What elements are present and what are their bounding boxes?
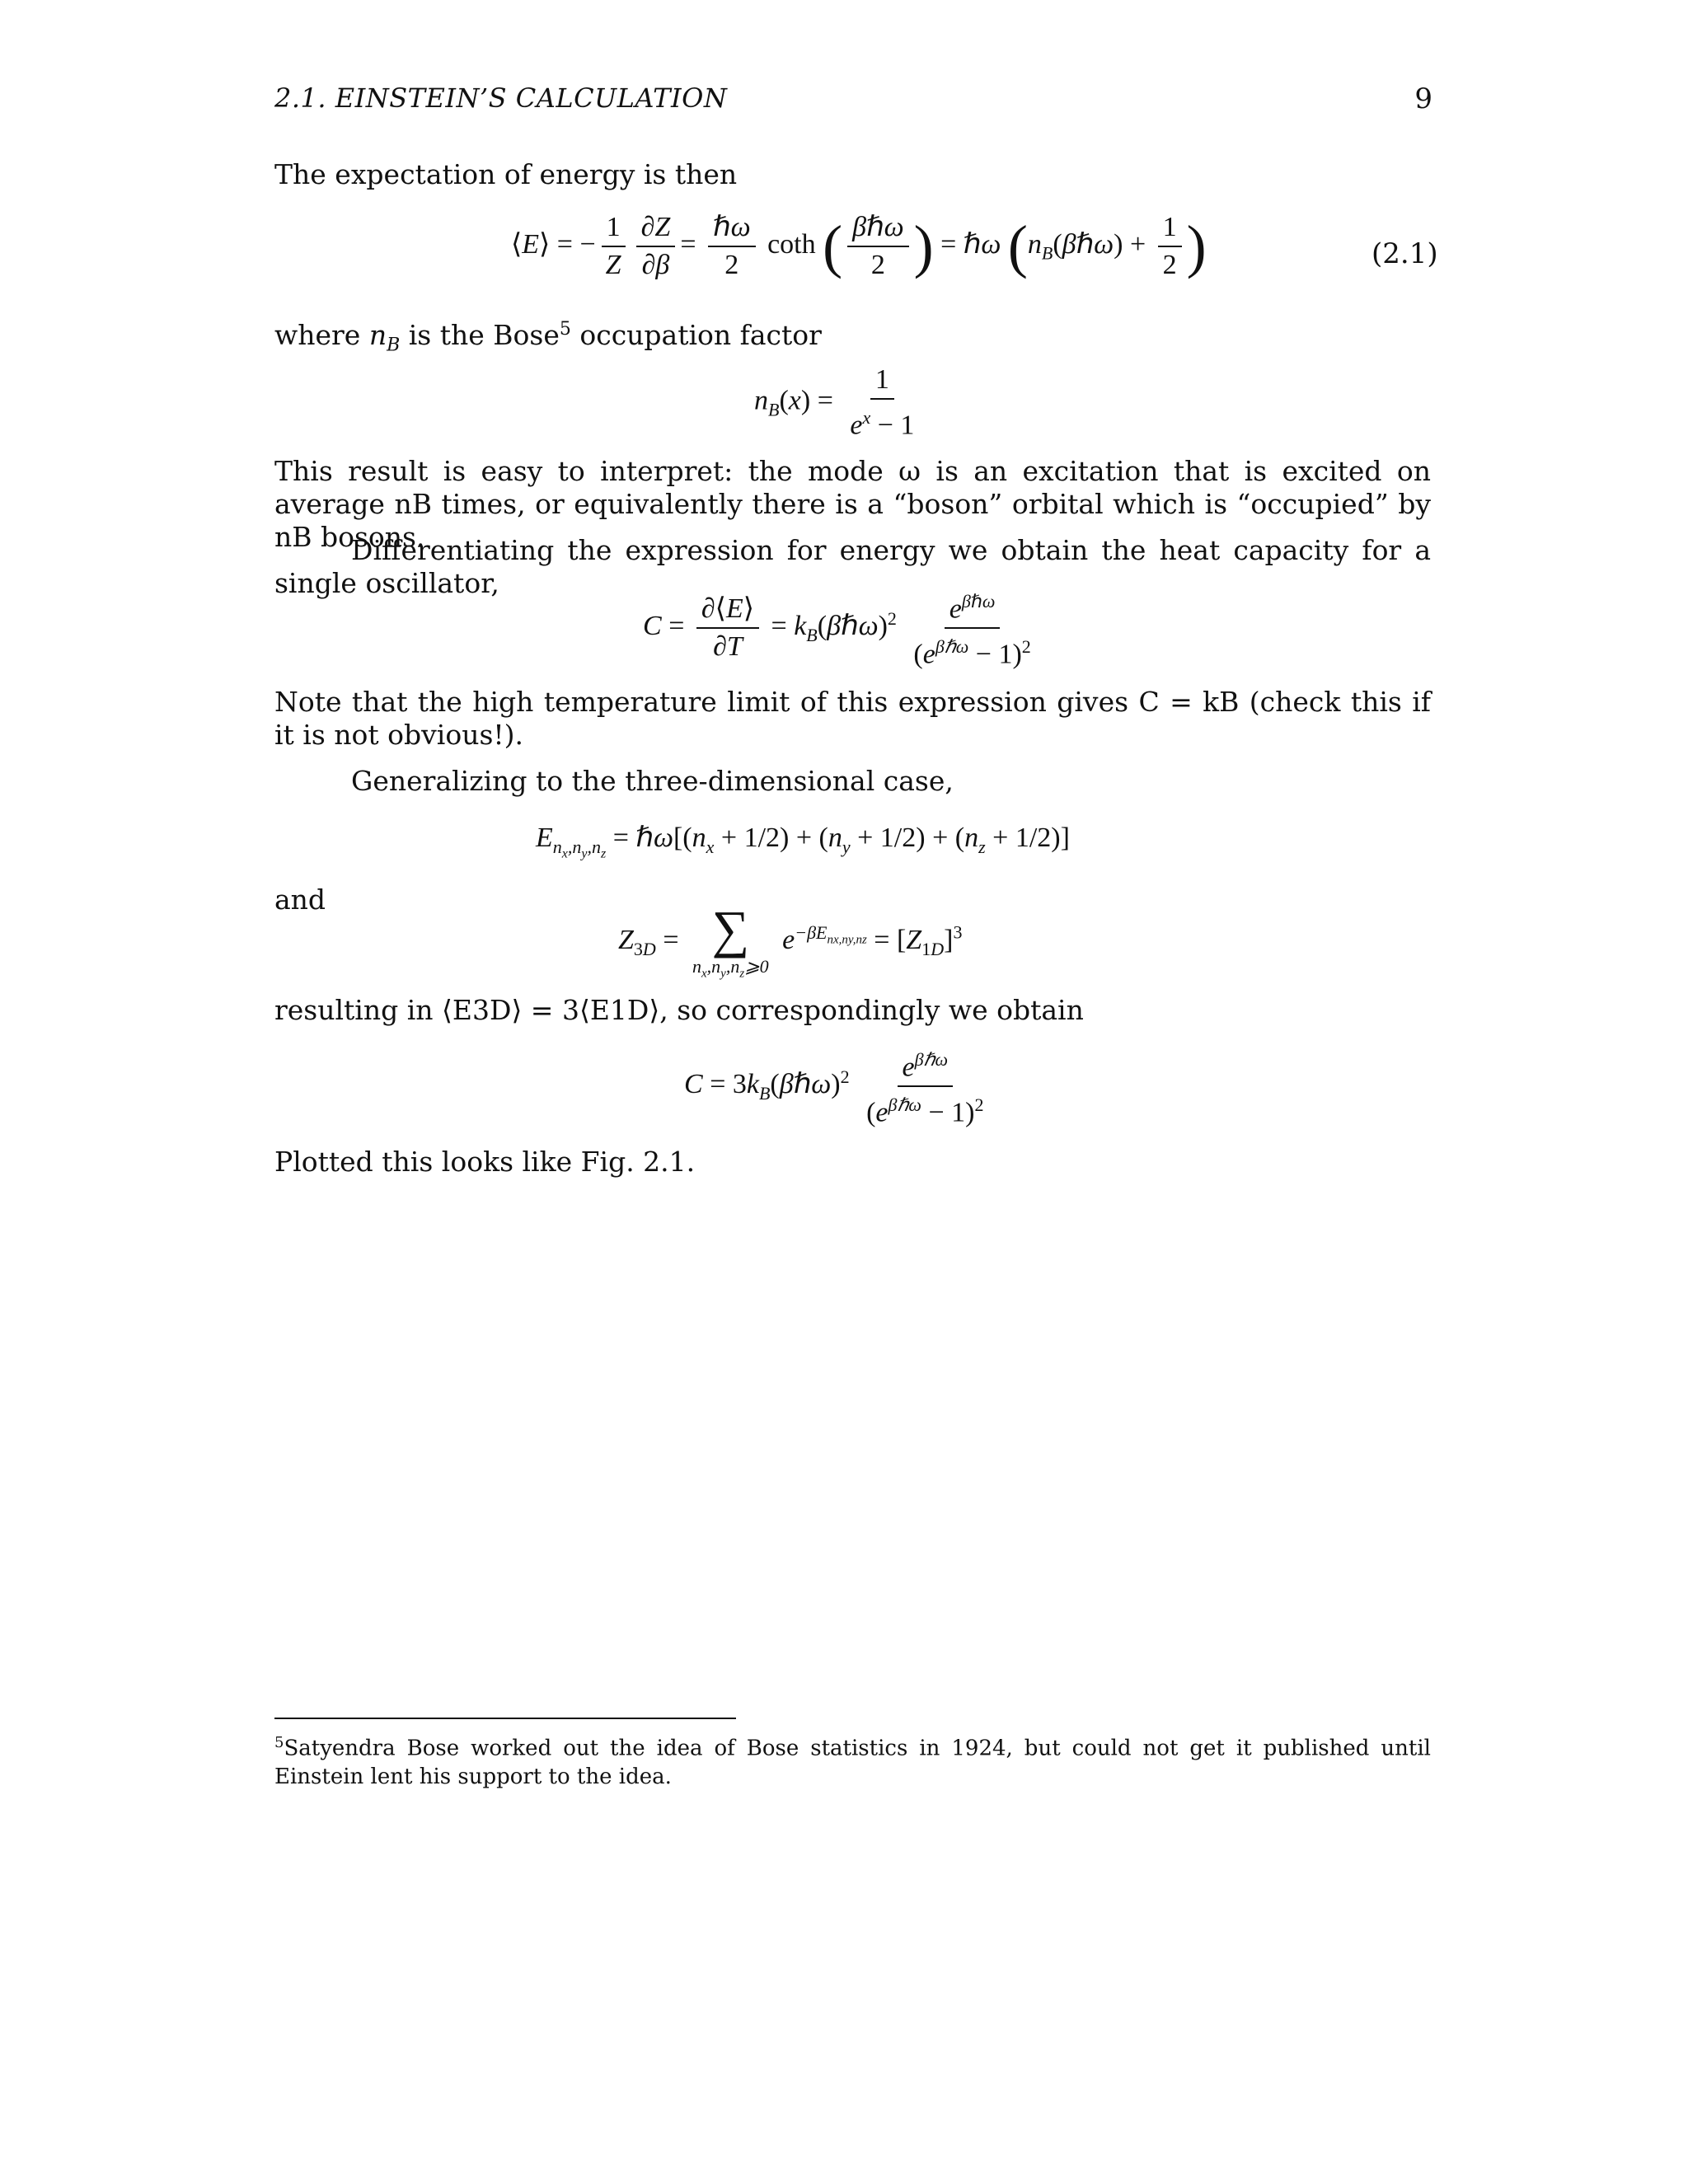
footnote-text: Satyendra Bose worked out the idea of Bose statistics in 1924, but could not get it published until Einstein lent his support to the idea.: [274, 1736, 1431, 1789]
footnote-reference[interactable]: 5: [559, 319, 571, 340]
paragraph-bose-factor: where $n_B$ is the Bose$^5$ occupation factor: [274, 319, 822, 356]
paragraph-three-dimensional: Generalizing to the three-dimensional case,: [351, 765, 954, 797]
footnote: [274, 1729, 1431, 1791]
text-where: where: [274, 319, 369, 351]
paragraph-and: and: [274, 883, 326, 916]
equation-bose-occupation: $n_B(x)$ = $\frac{1}{e^x - 1}$: [754, 364, 915, 441]
paragraph-plotted: Plotted this looks like Fig. 2.1.: [274, 1146, 696, 1178]
footnote-divider: [274, 1718, 736, 1719]
paragraph-intro: The expectation of energy is then: [274, 158, 738, 190]
equation-energy-levels-3d: $E_{n_x,n_y,n_z}$ = $\hbar\omega[(n_x + 1/2) + (n_y + 1/2) + (n_z + 1/2)]$: [536, 823, 1070, 861]
text-occupation-factor: occupation factor: [570, 319, 822, 351]
equation-energy-expectation: ⟨E⟩ = − $\frac{1}{Z}$ $\frac{\partial Z}{\partial\beta}$ = $\frac{\text{ℏω}}{2}$ coth ( $\frac{\text{βℏω}}{2}$ ) = ℏω ($n_B(\beta\hbar\omega)$ + $\frac{1}{2}$ ): [511, 212, 1207, 280]
footnote-mark: 5: [274, 1734, 284, 1751]
text-is-the-bose: is the Bose: [400, 319, 560, 351]
paragraph-heat-capacity: Differentiating the expression for energy we obtain the heat capacity for a single oscillator,: [274, 534, 1431, 599]
paragraph-high-temperature: Note that the high temperature limit of this expression gives C = kB (check this if it is not obvious!).: [274, 686, 1431, 751]
equation-heat-capacity-3d: $C = 3k_B(\beta\hbar\omega)^2$ $\frac{e^{\beta\hbar\omega}}{(e^{\beta\hbar\omega} - 1)^2}$: [684, 1045, 993, 1128]
equation-heat-capacity-1d: C = $\frac{\partial⟨E⟩}{\partial T}$ = $k_B(\beta\hbar\omega)^2$ $\frac{e^{\beta\hbar\omega}}{(e^{\beta\hbar\omega} - 1)^2}$: [643, 587, 1041, 670]
paragraph-resulting: resulting in ⟨E3D⟩ = 3⟨E1D⟩, so correspondingly we obtain: [274, 994, 1084, 1026]
equation-number: (2.1): [1372, 237, 1438, 270]
paragraph-interpretation: This result is easy to interpret: the mode ω is an excitation that is excited on average nB times, or equivalently there is a “boson” orbital which is “occupied” by nB bosons.: [274, 455, 1431, 553]
page-number: 9: [1414, 82, 1432, 115]
equation-partition-function-3d: $Z_{3D}$ = ∑ $n_x,n_y,n_z⩾0$ $e^{-\beta E_{nx,ny,nz}} = [Z_{1D}]^3$: [618, 900, 963, 981]
running-header: 2.1. EINSTEIN’S CALCULATION: [274, 82, 728, 114]
